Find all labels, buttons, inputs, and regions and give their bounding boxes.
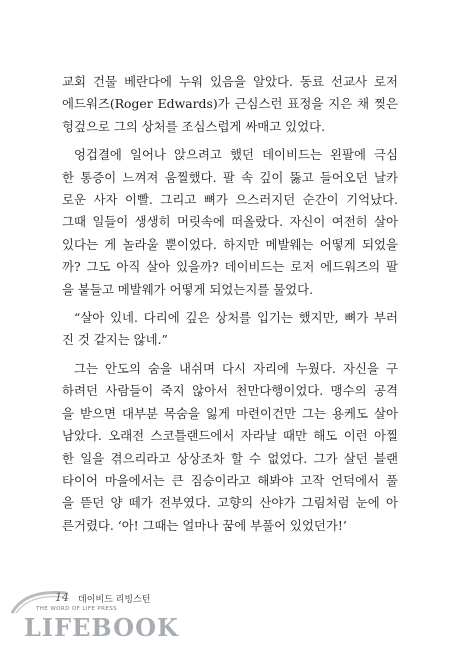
- running-title: 데이비드 리빙스턴: [78, 595, 151, 605]
- text-line: 그때 일들이 생생히 머릿속에 떠올랐다. 자신이 여전히 살아: [62, 214, 398, 230]
- text-line: 남았다. 오래전 스코틀랜드에서 자라날 때만 해도 이런 아찔: [62, 428, 398, 444]
- text-line: 을 붙들고 메발웨가 어떻게 되었는지를 물었다.: [62, 281, 314, 297]
- text-line: 한 통증이 느껴져 움찔했다. 팔 속 깊이 뚫고 들어오던 날카: [62, 169, 398, 185]
- text-line: 른거렸다. ‘아! 그때는 얼마나 꿈에 부풀어 있었던가!’: [62, 517, 347, 533]
- text-line: 까? 그도 아직 살아 있을까? 데이비드는 로저 에드워즈의 팔: [62, 259, 398, 275]
- text-line: 한 일을 겪으리라고 상상조차 할 수 없었다. 그가 살던 블랜: [62, 450, 398, 466]
- paragraph: [62, 71, 398, 138]
- text-line: 을 받으면 대부분 목숨을 잃게 마련이건만 그는 용케도 살아: [62, 405, 398, 421]
- paragraph: [62, 307, 398, 352]
- text-line: 있다는 게 놀라울 뿐이었다. 하지만 메발웨는 어떻게 되었을: [62, 236, 398, 252]
- page-footer: [8, 589, 208, 645]
- paragraph: [62, 358, 398, 537]
- text-line: 을 뜯던 양 떼가 전부였다. 고향의 산야가 그림처럼 눈에 아: [62, 495, 398, 511]
- page-number: 14: [55, 591, 69, 604]
- brand-motto: THE WORD OF LIFE PRESS: [36, 606, 118, 612]
- brand-logo-text: LIFEBOOK: [24, 613, 179, 642]
- text-line: 진 것 같지는 않네.”: [62, 332, 168, 348]
- text-line: 그는 안도의 숨을 내쉬며 다시 자리에 누웠다. 자신을 구: [74, 360, 398, 376]
- paragraph: [62, 144, 398, 301]
- text-line: “살아 있네. 다리에 깊은 상처를 입기는 했지만, 뼈가 부러: [74, 310, 398, 326]
- text-line: 하려던 사람들이 죽지 않아서 천만다행이었다. 맹수의 공격: [62, 383, 398, 399]
- text-line: 타이어 마을에서는 큰 짐승이라고 해봐야 고작 언덕에서 풀: [62, 472, 398, 488]
- text-line: 헝겊으로 그의 상처를 조심스럽게 싸매고 있었다.: [62, 118, 326, 134]
- text-line: 엉겁결에 일어나 앉으려고 했던 데이비드는 왼팔에 극심: [74, 147, 398, 163]
- body-text: [62, 71, 398, 543]
- text-line: 에드워즈(Roger Edwards)가 근심스런 표정을 지은 채 찢은: [62, 96, 398, 112]
- text-line: 로운 사자 이빨. 그리고 뼈가 으스러지던 순간이 기억났다.: [62, 192, 398, 208]
- text-line: 교회 건물 베란다에 누워 있음을 알았다. 동료 선교사 로저: [62, 74, 398, 89]
